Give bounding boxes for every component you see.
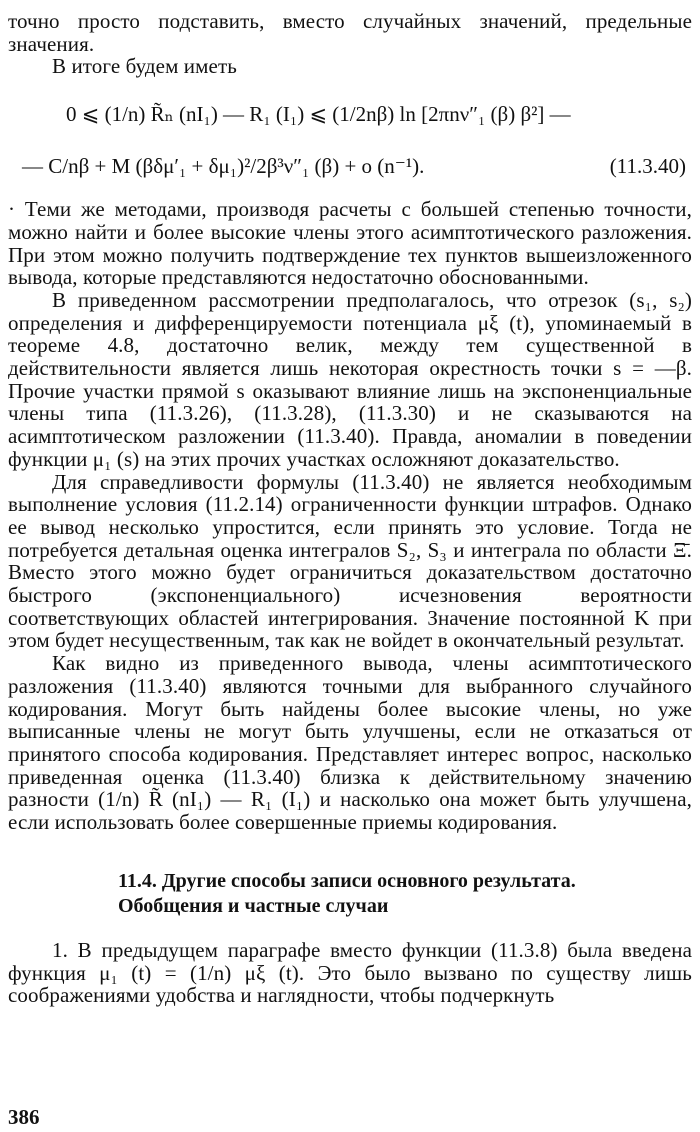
- paragraph-2: В приведенном рассмотрении предполагалось, что отрезок (s₁, s₂) определения и дифференцируемости потенциала μξ (t), упоминаемый в теореме 4.8, достаточно велик, между тем существенной в действительности является лишь некоторая окрестность точки s = —β. Прочие участки прямой s оказывают влияние лишь на экспоненциальные члены типа (11.3.26), (11.3.28), (11.3.30) и не сказываются на асимптотическом разложении (11.3.40). Правда, аномалии в поведении функции μ₁ (s) на этих прочих участках осложняют доказательство.: [8, 287, 692, 471]
- section-heading: [118, 869, 692, 919]
- paragraph-4: Как видно из приведенного вывода, члены асимптотического разложения (11.3.40) являются точными для выбранного случайного кодирования. Могут быть найдены более высокие члены, но уже выписанные члены не могут быть улучшены, если не отказаться от принятого способа кодирования. Представляет интерес вопрос, насколько приведенная оценка (11.3.40) близка к действительному значению разности (1/n) R̃ (nI₁) — R₁ (I₁) и насколько она может быть улучшена, если использовать более совершенные приемы кодирования.: [8, 651, 692, 835]
- section-heading-line-2: Обобщения и частные случаи: [118, 894, 389, 917]
- equation-line-1: 0 ⩽ (1/n) R̃ₙ (nI₁) — R₁ (I₁) ⩽ (1/2nβ) ln [2πnν″₁ (β) β²] —: [66, 102, 571, 127]
- paragraph-5: 1. В предыдущем параграфе вместо функции (11.3.8) была введена функция μ₁ (t) = (1/n) μξ (t). Это было вызвано по существу лишь соображениями удобства и наглядности, чтобы подчеркнуть: [8, 937, 692, 1008]
- page-number: 386: [8, 1105, 40, 1129]
- equation-11-3-40: [8, 84, 692, 188]
- equation-line-2: — C/nβ + M (βδμ′₁ + δμ₁)²/2β³ν″₁ (β) + o (n⁻¹).: [22, 154, 425, 179]
- paragraph-3: Для справедливости формулы (11.3.40) не является необходимым выполнение условия (11.2.14) ограниченности функции штрафов. Однако ее вывод несколько упростится, если принять это условие. Тогда не потребуется детальная оценка интегралов S₂, S₃ и интеграла по области Ξ̄. Вместо этого можно будет ограничиться доказательством достаточно быстрого (экспоненциального) исчезновения вероятности соответствующих областей интегрирования. Значение постоянной K при этом будет несущественным, так как не войдет в окончательный результат.: [8, 469, 692, 653]
- page-body: [8, 10, 692, 1007]
- paragraph-intro: В итоге будем иметь: [52, 54, 237, 79]
- section-heading-line-1: 11.4. Другие способы записи основного результата.: [118, 869, 576, 892]
- equation-number: (11.3.40): [609, 154, 686, 179]
- paragraph-1: · Теми же методами, производя расчеты с большей степенью точности, можно найти и более высокие члены этого асимптотического разложения. При этом можно получить подтверждение тех пунктов вышеизложенного вывода, которые представляются недостаточно обоснованными.: [8, 197, 692, 290]
- paragraph-continued: точно просто подставить, вместо случайных значений, предельные значения.: [8, 9, 692, 56]
